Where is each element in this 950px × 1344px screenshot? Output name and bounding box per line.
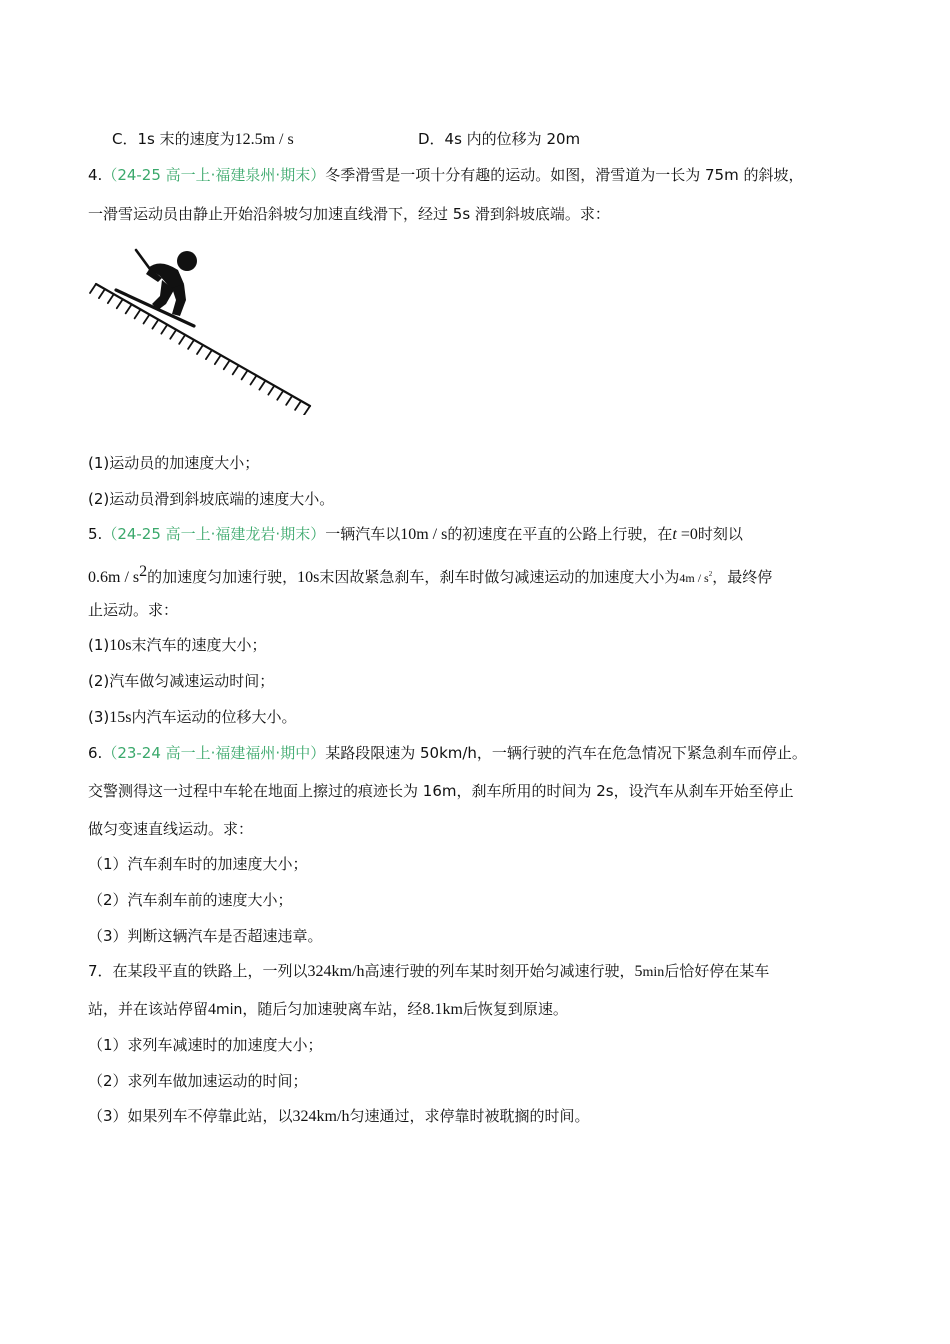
q6-source: （23-24 高一上·福建福州·期中） bbox=[102, 744, 326, 762]
q7-line-2 bbox=[88, 998, 568, 1021]
q4-sub-2: (2)运动员滑到斜坡底端的速度大小。 bbox=[88, 490, 335, 508]
q5-a1: 0.6m / s bbox=[88, 569, 140, 586]
option-c-text: C．1s 末的速度为 bbox=[112, 130, 235, 148]
slope-hatch-mark bbox=[286, 396, 292, 405]
q5-sub-3-num: (3) bbox=[88, 708, 110, 726]
q5-sub-3-value: 15s bbox=[109, 709, 132, 726]
slope-hatch-mark bbox=[251, 376, 257, 385]
q7-sub-3-text-a: （3）如果列车不停靠此站，以 bbox=[88, 1107, 293, 1125]
slope-hatch-mark bbox=[295, 401, 301, 410]
q5-source: （24-25 高一上·福建龙岩·期末） bbox=[102, 525, 326, 543]
q4-sub-1: (1)运动员的加速度大小； bbox=[88, 454, 260, 472]
q5-sub-1-num: (1) bbox=[88, 636, 110, 654]
q5-sub-2: (2)汽车做匀减速运动时间； bbox=[88, 672, 275, 690]
slope-hatch-mark bbox=[90, 284, 96, 293]
q5-text-1b: 的初速度在平直的公路上行驶，在 bbox=[447, 525, 673, 543]
q7-time-value: 5 bbox=[634, 963, 643, 980]
option-c bbox=[112, 128, 294, 151]
slope-hatch-mark bbox=[117, 299, 123, 308]
q5-t10: 10s bbox=[297, 569, 320, 586]
q7-text-1c: 后恰好停在某车 bbox=[664, 962, 770, 980]
option-c-value: 12.5m / s bbox=[234, 131, 294, 148]
slope-hatch-mark bbox=[304, 406, 310, 415]
q5-sub-1 bbox=[88, 634, 267, 657]
q7-text-2a: 站，并在该站停留 bbox=[88, 1000, 209, 1018]
q6-sub-1: （1）汽车刹车时的加速度大小； bbox=[88, 855, 308, 873]
skier-slope-figure bbox=[88, 240, 318, 415]
q7-distance: 8.1km bbox=[422, 1001, 463, 1018]
q7-text-1a: 7．在某段平直的铁路上，一列以 bbox=[88, 962, 308, 980]
q7-sub-3 bbox=[88, 1105, 589, 1128]
slope-hatch-mark bbox=[135, 309, 141, 318]
q5-sub-1-value: 10s bbox=[109, 637, 132, 654]
slope-hatch-mark bbox=[170, 330, 176, 339]
q4-line-2: 一滑雪运动员由静止开始沿斜坡匀加速直线滑下，经过 5s 滑到斜坡底端。求： bbox=[88, 205, 610, 223]
q5-line-2 bbox=[88, 561, 772, 589]
slope-hatch-mark bbox=[144, 315, 150, 324]
q5-a1-exp: 2 bbox=[139, 563, 148, 580]
q4-source: （24-25 高一上·福建泉州·期末） bbox=[102, 166, 326, 184]
q5-a2-exp: 2 bbox=[708, 570, 713, 578]
q6-number: 6. bbox=[88, 744, 103, 762]
q7-line-1 bbox=[88, 960, 769, 984]
q7-sub-3-text-b: 匀速通过，求停靠时被耽搁的时间。 bbox=[349, 1107, 590, 1125]
slope-hatch-mark bbox=[152, 320, 158, 329]
q6-line-3: 做匀变速直线运动。求： bbox=[88, 820, 254, 838]
q5-sub-1-text: 末汽车的速度大小； bbox=[131, 636, 267, 654]
q5-text-1a: 一辆汽车以 bbox=[325, 525, 401, 543]
q6-sub-3: （3）判断这辆汽车是否超速违章。 bbox=[88, 927, 323, 945]
q5-text-2a: 的加速度匀加速行驶， bbox=[147, 568, 298, 586]
q7-text-1b: 高速行驶的列车某时刻开始匀减速行驶， bbox=[364, 962, 635, 980]
q7-stay-unit: min bbox=[216, 1002, 243, 1018]
q7-sub-1: （1）求列车减速时的加速度大小； bbox=[88, 1036, 323, 1054]
q4-number: 4. bbox=[88, 166, 103, 184]
slope-hatch-mark bbox=[99, 289, 105, 298]
q7-sub-2: （2）求列车做加速运动的时间； bbox=[88, 1072, 308, 1090]
q5-t-var: t bbox=[672, 526, 677, 543]
q6-sub-2: （2）汽车刹车前的速度大小； bbox=[88, 891, 293, 909]
slope-hatch-mark bbox=[179, 335, 185, 344]
q4-line-1 bbox=[88, 164, 803, 186]
slope-hatch-mark bbox=[268, 386, 274, 395]
option-d: D．4s 内的位移为 20m bbox=[418, 130, 581, 148]
slope-hatch-mark bbox=[233, 365, 239, 374]
slope-hatch-mark bbox=[206, 350, 212, 359]
q5-line-1 bbox=[88, 523, 743, 546]
q5-sub-3 bbox=[88, 706, 297, 729]
slope-hatch-mark bbox=[215, 355, 221, 364]
q5-number: 5. bbox=[88, 525, 103, 543]
q5-text-2c: ，最终停 bbox=[712, 568, 773, 586]
q6-line-1 bbox=[88, 742, 807, 764]
q7-sub-3-speed: 324km/h bbox=[292, 1108, 350, 1125]
q7-stay-value: 4 bbox=[208, 1001, 217, 1018]
skier-slope-diagram bbox=[88, 240, 318, 415]
q6-text-1: 某路段限速为 50km/h，一辆行驶的汽车在危急情况下紧急刹车而停止。 bbox=[325, 744, 807, 762]
q7-time-unit: min bbox=[642, 965, 665, 980]
q4-text-1: 冬季滑雪是一项十分有趣的运动。如图，滑雪道为一长为 75m 的斜坡， bbox=[325, 166, 804, 184]
slope-hatch-mark bbox=[224, 360, 230, 369]
q6-line-2: 交警测得这一过程中车轮在地面上擦过的痕迹长为 16m，刹车所用的时间为 2s，设汽车从刹车开始至停止 bbox=[88, 782, 794, 800]
slope-hatch-mark bbox=[108, 294, 114, 303]
slope-hatch-mark bbox=[188, 340, 194, 349]
q5-a2: 4m / s bbox=[679, 571, 709, 585]
slope-hatch-mark bbox=[197, 345, 203, 354]
q5-t-eq: =0 bbox=[676, 526, 698, 543]
slope-hatch-mark bbox=[242, 370, 248, 379]
q5-line-3: 止运动。求： bbox=[88, 601, 179, 619]
slope-hatch-mark bbox=[126, 304, 132, 313]
slope-hatch-mark bbox=[277, 391, 283, 400]
q5-sub-3-text: 内汽车运动的位移大小。 bbox=[131, 708, 297, 726]
q5-text-1c: 时刻以 bbox=[697, 525, 743, 543]
q7-speed: 324km/h bbox=[307, 963, 365, 980]
slope-hatch-mark bbox=[259, 381, 265, 390]
q7-text-2c: 后恢复到原速。 bbox=[462, 1000, 568, 1018]
q5-v0: 10m / s bbox=[400, 526, 448, 543]
slope-hatch-mark bbox=[161, 325, 167, 334]
q7-text-2b: ，随后匀加速驶离车站，经 bbox=[242, 1000, 423, 1018]
q5-text-2b: 末因故紧急刹车，刹车时做匀减速运动的加速度大小为 bbox=[319, 568, 680, 586]
